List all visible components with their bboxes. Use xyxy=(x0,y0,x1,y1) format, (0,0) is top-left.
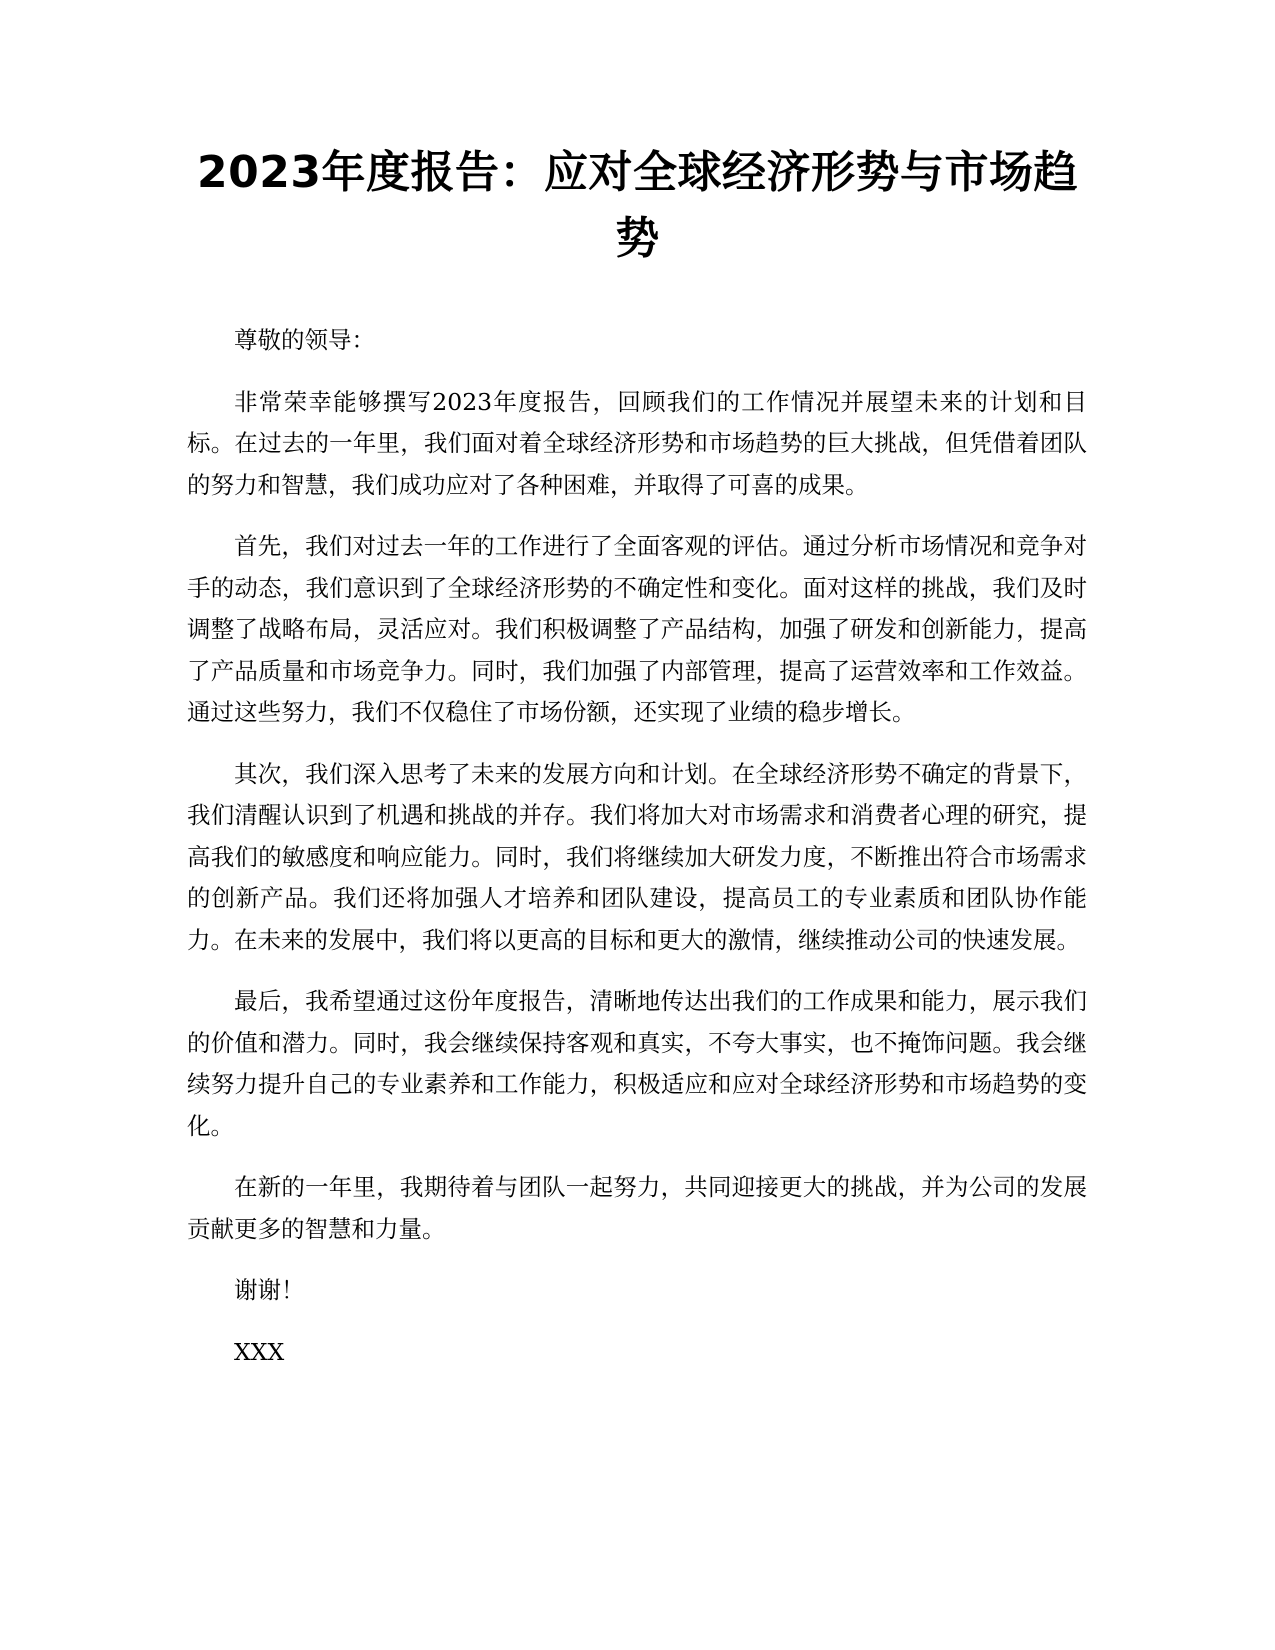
signature: XXX xyxy=(234,1337,285,1366)
closing: 谢谢！ xyxy=(234,1276,305,1304)
document-body xyxy=(187,320,1087,1393)
paragraph-4: 最后，我希望通过这份年度报告，清晰地传达出我们的工作成果和能力，展示我们的价值和潜力。同时，我会继续保持客观和真实，不夸大事实，也不掩饰问题。我会继续努力提升自己的专业素养和工作能力，积极适应和应对全球经济形势和市场趋势的变化。 xyxy=(187,987,1087,1140)
paragraph-3: 其次，我们深入思考了未来的发展方向和计划。在全球经济形势不确定的背景下，我们清醒认识到了机遇和挑战的并存。我们将加大对市场需求和消费者心理的研究，提高我们的敏感度和响应能力。同时，我们将继续加大研发力度，不断推出符合市场需求的创新产品。我们还将加强人才培养和团队建设，提高员工的专业素质和团队协作能力。在未来的发展中，我们将以更高的目标和更大的激情，继续推动公司的快速发展。 xyxy=(187,759,1087,954)
paragraph-1: 非常荣幸能够撰写2023年度报告，回顾我们的工作情况并展望未来的计划和目标。在过去的一年里，我们面对着全球经济形势和市场趋势的巨大挑战，但凭借着团队的努力和智慧，我们成功应对了各种困难，并取得了可喜的成果。 xyxy=(187,387,1087,499)
paragraph-2: 首先，我们对过去一年的工作进行了全面客观的评估。通过分析市场情况和竞争对手的动态，我们意识到了全球经济形势的不确定性和变化。面对这样的挑战，我们及时调整了战略布局，灵活应对。我们积极调整了产品结构，加强了研发和创新能力，提高了产品质量和市场竞争力。同时，我们加强了内部管理，提高了运营效率和工作效益。通过这些努力，我们不仅稳住了市场份额，还实现了业绩的稳步增长。 xyxy=(187,532,1087,726)
paragraph-5: 在新的一年里，我期待着与团队一起努力，共同迎接更大的挑战，并为公司的发展贡献更多的智慧和力量。 xyxy=(187,1173,1087,1243)
salutation: 尊敬的领导： xyxy=(234,326,375,354)
document-title: 2023年度报告：应对全球经济形势与市场趋势 xyxy=(197,147,1078,264)
